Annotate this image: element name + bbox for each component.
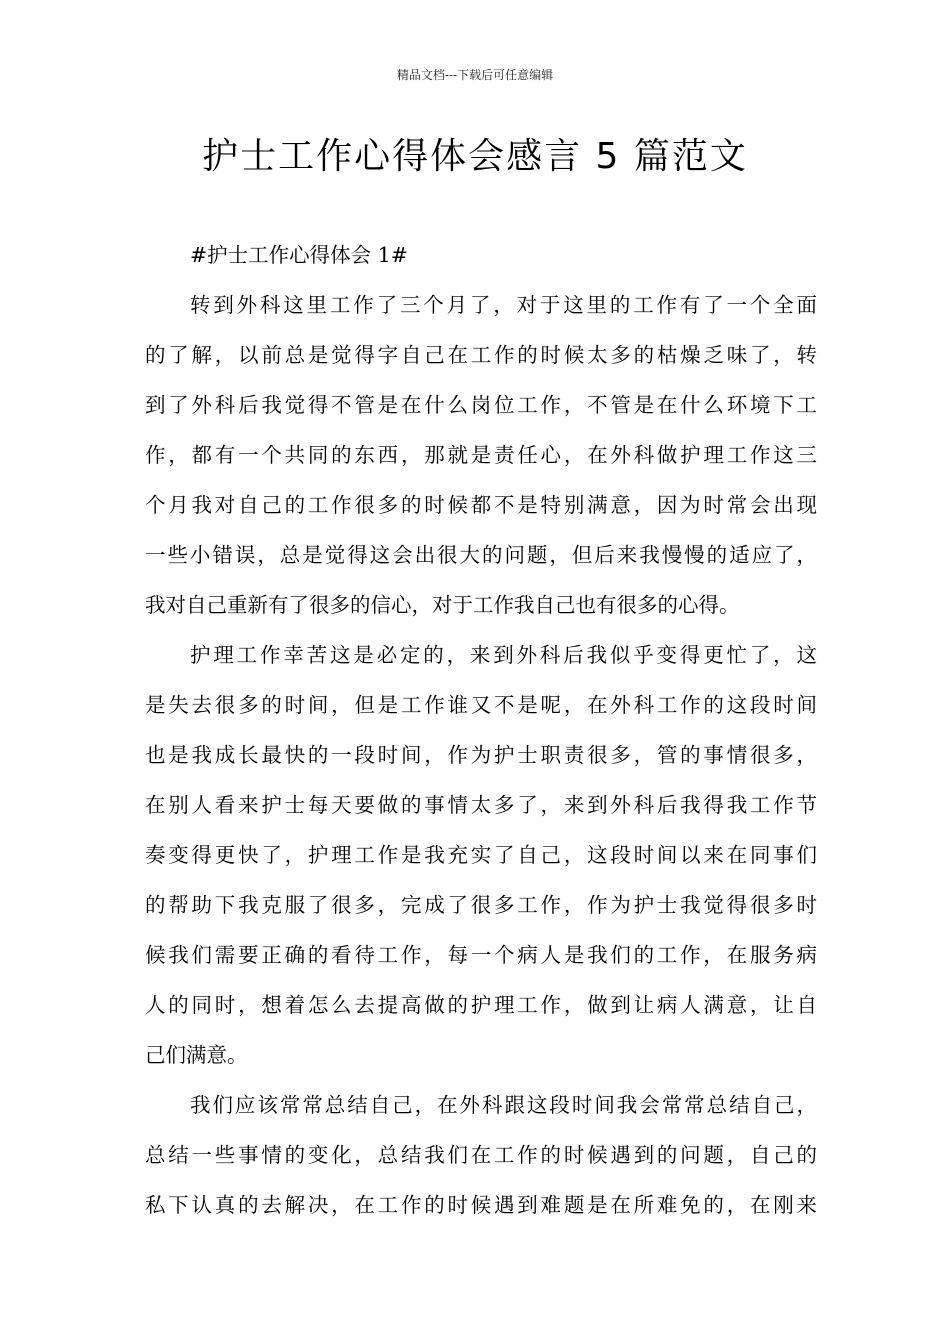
section-heading: #护士工作心得体会 1#	[190, 243, 408, 267]
paragraph-line: 人的同时，想着怎么去提高做的护理工作，做到让病人满意，让自	[145, 993, 817, 1017]
paragraph-line: 到了外科后我觉得不管是在什么岗位工作，不管是在什么环境下工	[145, 393, 817, 417]
paragraph-line: 奏变得更快了，护理工作是我充实了自己，这段时间以来在同事们	[145, 843, 817, 867]
paragraph-line: 个月我对自己的工作很多的时候都不是特别满意，因为时常会出现	[145, 493, 817, 517]
paragraph-line: 候我们需要正确的看待工作，每一个病人是我们的工作，在服务病	[145, 943, 817, 967]
header-note: 精品文档---下载后可任意编辑	[396, 68, 554, 82]
paragraph-line: 的帮助下我克服了很多，完成了很多工作，作为护士我觉得很多时	[145, 893, 817, 917]
document-title: 护士工作心得体会感言 5 篇范文	[202, 136, 748, 177]
paragraph-line: 总结一些事情的变化，总结我们在工作的时候遇到的问题，自己的	[145, 1143, 817, 1167]
paragraph-line: 我们应该常常总结自己，在外科跟这段时间我会常常总结自己，	[190, 1093, 817, 1117]
paragraph-line: 我对自己重新有了很多的信心，对于工作我自己也有很多的心得。	[145, 593, 740, 617]
paragraph-line: 转到外科这里工作了三个月了，对于这里的工作有了一个全面	[190, 293, 817, 317]
paragraph-line: 也是我成长最快的一段时间，作为护士职责很多，管的事情很多，	[145, 743, 817, 767]
paragraph-line: 私下认真的去解决，在工作的时候遇到难题是在所难免的，在刚来	[145, 1193, 817, 1217]
paragraph-line: 护理工作幸苦这是必定的，来到外科后我似乎变得更忙了，这	[190, 643, 817, 667]
paragraph-line: 是失去很多的时间，但是工作谁又不是呢，在外科工作的这段时间	[145, 693, 817, 717]
paragraph-line: 己们满意。	[145, 1043, 248, 1067]
paragraph-line: 作，都有一个共同的东西，那就是责任心，在外科做护理工作这三	[145, 443, 817, 467]
document-body	[145, 230, 817, 1230]
paragraph-line: 的了解，以前总是觉得字自己在工作的时候太多的枯燥乏味了，转	[145, 343, 817, 367]
paragraph-line: 在别人看来护士每天要做的事情太多了，来到外科后我得我工作节	[145, 793, 817, 817]
paragraph-line: 一些小错误，总是觉得这会出很大的问题，但后来我慢慢的适应了，	[145, 543, 817, 567]
